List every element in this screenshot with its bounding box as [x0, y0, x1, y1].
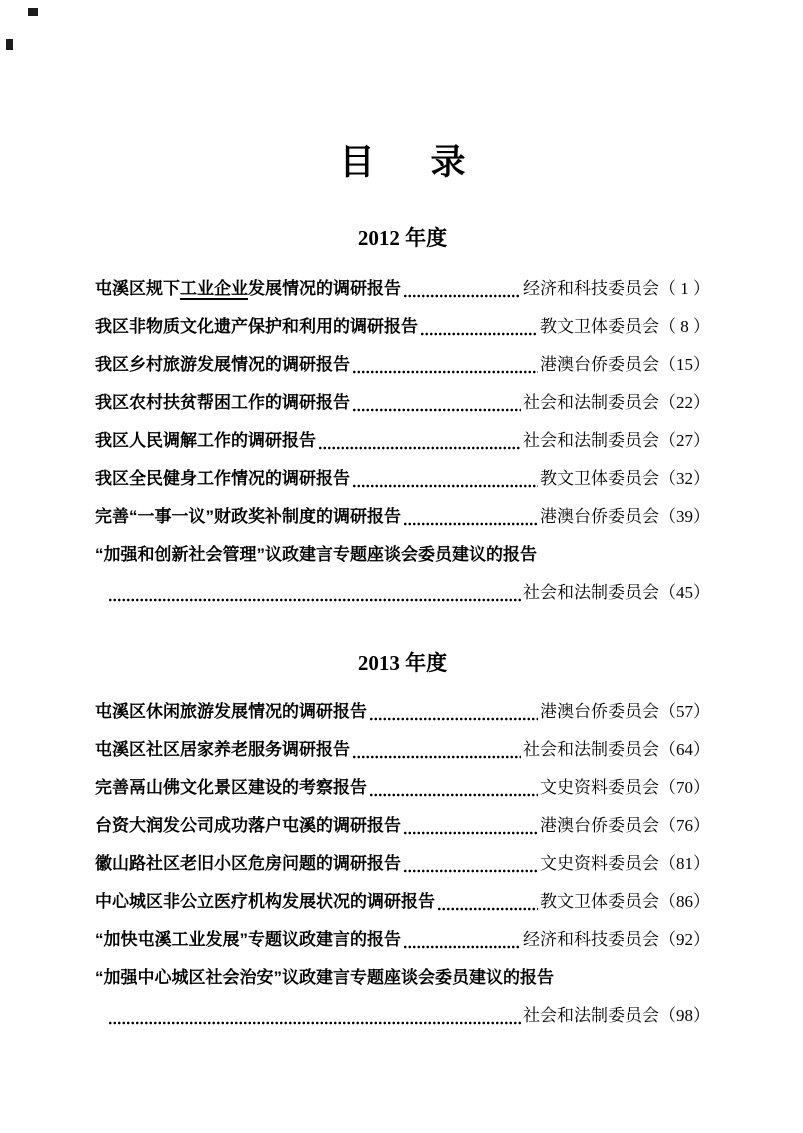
entry-committee: 教文卫体委员会 — [540, 317, 659, 336]
entry-title-text: 我区全民健身工作情况的调研报告 — [95, 469, 350, 488]
title-char-right: 录 — [430, 143, 466, 182]
entry-title — [95, 270, 401, 308]
entry-reference — [523, 921, 710, 959]
entry-reference — [523, 997, 710, 1035]
entry-title-text: 发展情况的调研报告 — [248, 279, 401, 298]
entry-committee: 社会和法制委员会 — [523, 393, 659, 412]
title-char-left: 目 — [339, 143, 375, 182]
toc-entry-line — [95, 270, 710, 308]
dot-leader — [403, 945, 521, 949]
toc-sections — [95, 227, 710, 1035]
entry-title-text: 屯溪区休闲旅游发展情况的调研报告 — [95, 702, 367, 721]
entry-committee: 经济和科技委员会 — [523, 279, 659, 298]
entry-page-number: （81） — [659, 854, 710, 873]
toc-entry-line — [95, 536, 710, 574]
entry-page-number: （98） — [659, 1006, 710, 1025]
entry-reference — [540, 498, 710, 536]
toc-entry-list — [95, 270, 710, 612]
entry-title-text: “加快屯溪工业发展”专题议政建言的报告 — [95, 930, 401, 949]
entry-reference — [523, 574, 710, 612]
toc-entry-line — [95, 731, 710, 769]
entry-title — [95, 769, 367, 807]
entry-title-text: 徽山路社区老旧小区危房问题的调研报告 — [95, 854, 401, 873]
section-heading: 2012 年度 — [357, 226, 448, 250]
toc-entry — [95, 270, 710, 308]
toc-entry — [95, 769, 710, 807]
toc-entry — [95, 460, 710, 498]
entry-title — [95, 845, 401, 883]
entry-committee: 经济和科技委员会 — [523, 930, 659, 949]
entry-page-number: （32） — [659, 469, 710, 488]
dot-leader — [403, 831, 538, 835]
toc-entry — [95, 384, 710, 422]
dot-leader — [403, 294, 521, 298]
entry-title-text: 我区人民调解工作的调研报告 — [95, 431, 316, 450]
toc-entry — [95, 845, 710, 883]
entry-page-number: （27） — [659, 431, 710, 450]
entry-title-text: 中心城区非公立医疗机构发展状况的调研报告 — [95, 892, 435, 911]
entry-committee: 社会和法制委员会 — [523, 583, 659, 602]
section-heading: 2013 年度 — [357, 651, 448, 675]
entry-page-number: （22） — [659, 393, 710, 412]
entry-title-text: 我区乡村旅游发展情况的调研报告 — [95, 355, 350, 374]
entry-page-number: （15） — [659, 355, 710, 374]
entry-title-text: 我区农村扶贫帮困工作的调研报告 — [95, 393, 350, 412]
dot-leader — [369, 793, 538, 797]
entry-committee: 港澳台侨委员会 — [540, 507, 659, 526]
entry-page-number: （45） — [659, 583, 710, 602]
entry-page-number: （64） — [659, 740, 710, 759]
toc-entry — [95, 731, 710, 769]
dot-leader — [108, 1021, 521, 1025]
entry-reference — [540, 693, 710, 731]
entry-page-number: （39） — [659, 507, 710, 526]
entry-title-text: 台资大润发公司成功落户屯溪的调研报告 — [95, 816, 401, 835]
entry-page-number: （ 8 ） — [659, 317, 710, 336]
toc-entry — [95, 498, 710, 536]
entry-reference — [540, 769, 710, 807]
entry-reference — [540, 807, 710, 845]
entry-title — [95, 308, 418, 346]
toc-entry — [95, 807, 710, 845]
scan-artifact-speck — [28, 8, 38, 16]
toc-entry-line — [95, 460, 710, 498]
entry-committee: 教文卫体委员会 — [540, 469, 659, 488]
entry-page-number: （92） — [659, 930, 710, 949]
toc-entry-line — [95, 845, 710, 883]
entry-page-number: （57） — [659, 702, 710, 721]
toc-entry-line — [95, 422, 710, 460]
dot-leader — [352, 484, 538, 488]
toc-entry-line — [95, 498, 710, 536]
entry-title-text: “加强和创新社会管理”议政建言专题座谈会委员建议的报告 — [95, 545, 537, 564]
entry-committee: 港澳台侨委员会 — [540, 702, 659, 721]
toc-entry — [95, 693, 710, 731]
dot-leader — [318, 446, 521, 450]
entry-title — [95, 384, 350, 422]
dot-leader — [352, 755, 521, 759]
toc-entry-line — [95, 883, 710, 921]
dot-leader — [108, 598, 521, 602]
entry-title-text: 屯溪区规下 — [95, 279, 180, 298]
toc-entry — [95, 536, 710, 612]
toc-entry — [95, 346, 710, 384]
dot-leader — [420, 332, 538, 336]
entry-reference — [523, 384, 710, 422]
toc-entry-line — [95, 769, 710, 807]
dot-leader — [352, 408, 521, 412]
toc-entry-line — [95, 346, 710, 384]
toc-entry — [95, 883, 710, 921]
dot-leader — [403, 869, 538, 873]
toc-entry — [95, 422, 710, 460]
entry-committee: 港澳台侨委员会 — [540, 816, 659, 835]
toc-entry-continuation-line — [95, 997, 710, 1035]
entry-page-number: （86） — [659, 892, 710, 911]
entry-page-number: （ 1 ） — [659, 279, 710, 298]
dot-leader — [352, 370, 538, 374]
entry-reference — [540, 883, 710, 921]
page-title — [95, 145, 710, 181]
entry-title — [95, 921, 401, 959]
toc-entry — [95, 308, 710, 346]
entry-reference — [523, 270, 710, 308]
entry-reference — [540, 308, 710, 346]
entry-committee: 社会和法制委员会 — [523, 431, 659, 450]
entry-committee: 文史资料委员会 — [540, 778, 659, 797]
toc-entry — [95, 959, 710, 1035]
entry-committee: 教文卫体委员会 — [540, 892, 659, 911]
entry-title — [95, 731, 350, 769]
entry-title — [95, 807, 401, 845]
entry-committee: 社会和法制委员会 — [523, 1006, 659, 1025]
toc-entry-line — [95, 807, 710, 845]
entry-reference — [540, 346, 710, 384]
entry-title — [95, 693, 367, 731]
entry-title — [95, 959, 554, 997]
entry-reference — [540, 845, 710, 883]
entry-committee: 港澳台侨委员会 — [540, 355, 659, 374]
entry-title — [95, 498, 401, 536]
entry-reference — [523, 731, 710, 769]
entry-page-number: （70） — [659, 778, 710, 797]
dot-leader — [437, 907, 538, 911]
entry-title-text: “加强中心城区社会治安”议政建言专题座谈会委员建议的报告 — [95, 968, 554, 987]
dot-leader — [403, 522, 538, 526]
entry-committee: 社会和法制委员会 — [523, 740, 659, 759]
toc-entry-line — [95, 384, 710, 422]
entry-reference — [523, 422, 710, 460]
entry-title — [95, 422, 316, 460]
entry-title — [95, 460, 350, 498]
entry-page-number: （76） — [659, 816, 710, 835]
entry-title — [95, 346, 350, 384]
toc-entry-continuation-line — [95, 574, 710, 612]
entry-title-text: 完善“一事一议”财政奖补制度的调研报告 — [95, 507, 401, 526]
entry-committee: 文史资料委员会 — [540, 854, 659, 873]
entry-title-underlined-text: 工业企业 — [180, 279, 248, 298]
entry-title-text: 屯溪区社区居家养老服务调研报告 — [95, 740, 350, 759]
toc-entry-line — [95, 308, 710, 346]
toc-entry-line — [95, 693, 710, 731]
dot-leader — [369, 717, 538, 721]
toc-entry-line — [95, 959, 710, 997]
toc-entry-line — [95, 921, 710, 959]
scan-artifact-speck — [6, 39, 13, 50]
toc-entry-list — [95, 693, 710, 1035]
entry-title — [95, 883, 435, 921]
toc-entry — [95, 921, 710, 959]
entry-title-text: 完善鬲山佛文化景区建设的考察报告 — [95, 778, 367, 797]
entry-title-text: 我区非物质文化遗产保护和利用的调研报告 — [95, 317, 418, 336]
entry-reference — [540, 460, 710, 498]
entry-title — [95, 536, 537, 574]
